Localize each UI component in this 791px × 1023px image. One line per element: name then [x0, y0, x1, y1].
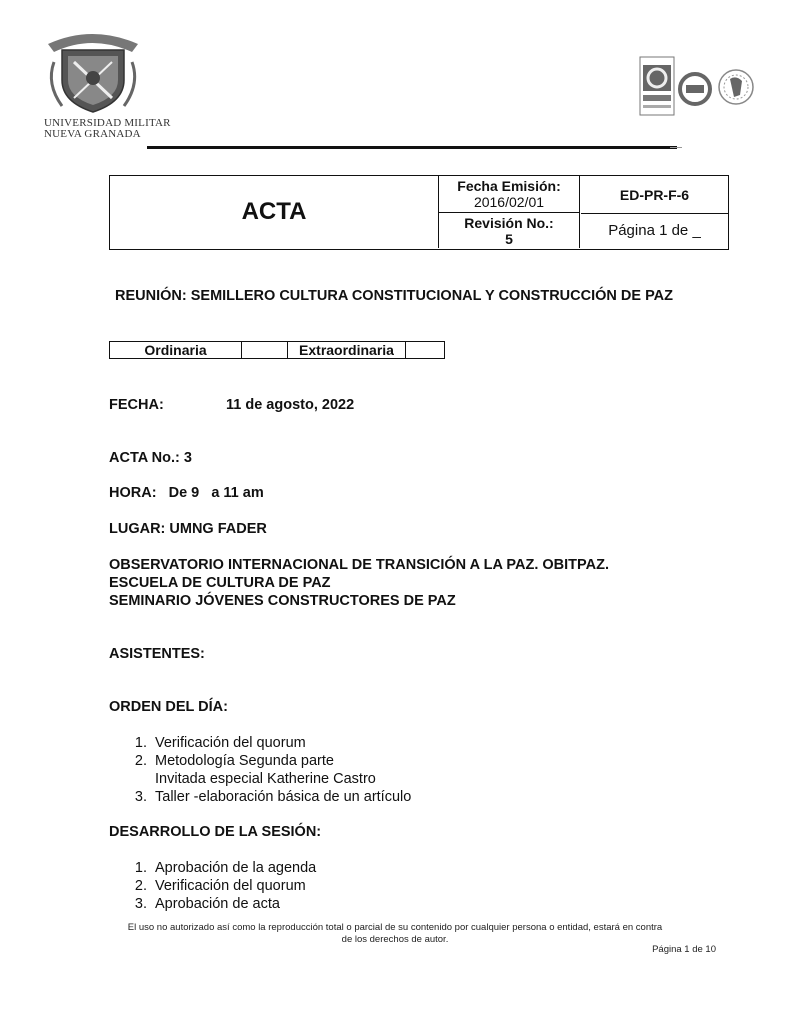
university-name: UNIVERSIDAD MILITAR NUEVA GRANADA	[44, 117, 171, 140]
meeting-title: REUNIÓN: SEMILLERO CULTURA CONSTITUCIONAL Y CONSTRUCCIÓN DE PAZ	[115, 288, 673, 304]
list-item: 3. Aprobación de acta	[134, 896, 280, 912]
hora: HORA: De 9 a 11 am	[109, 485, 264, 501]
document-header-table	[109, 175, 729, 250]
asistentes-label: ASISTENTES:	[109, 646, 205, 662]
list-item: 1. Verificación del quorum	[134, 735, 306, 751]
footer-page-number: Página 1 de 10	[652, 944, 716, 955]
ordinaria-label: Ordinaria	[110, 342, 242, 358]
iqnet-logo-icon	[680, 74, 710, 104]
revision-value: 5	[505, 231, 513, 247]
orden-del-dia-label: ORDEN DEL DÍA:	[109, 699, 228, 715]
document-code: ED-PR-F-6	[581, 176, 728, 214]
certification-logos	[638, 55, 758, 120]
ordinaria-checkbox	[242, 342, 288, 358]
header-rule	[147, 146, 677, 149]
list-item: Invitada especial Katherine Castro	[155, 771, 376, 787]
list-item: 2. Verificación del quorum	[134, 878, 306, 894]
header-rule-end	[670, 147, 682, 148]
organizations-block	[109, 556, 609, 610]
organization-line: SEMINARIO JÓVENES CONSTRUCTORES DE PAZ	[109, 593, 456, 609]
fecha-label: FECHA:	[109, 397, 164, 413]
fecha-emision-cell	[439, 176, 580, 213]
copyright-notice: El uso no autorizado así como la reproducción total o parcial de su contenido por cualquier persona o entidad, estará en contra de los derechos de autor.	[127, 922, 663, 945]
university-logo	[40, 22, 171, 147]
orden-del-dia-list	[125, 734, 411, 806]
list-item: 3. Taller -elaboración básica de un artículo	[134, 789, 412, 805]
extraordinaria-checkbox	[406, 342, 444, 358]
shield-crest-icon	[40, 22, 145, 117]
icontec-logo-icon	[640, 57, 674, 115]
lugar: LUGAR: UMNG FADER	[109, 521, 267, 537]
list-item: 2. Metodología Segunda parte	[134, 753, 334, 769]
revision-label: Revisión No.:	[464, 215, 554, 231]
extraordinaria-label: Extraordinaria	[288, 342, 406, 358]
revision-cell	[439, 213, 580, 248]
organization-line: OBSERVATORIO INTERNACIONAL DE TRANSICIÓN A LA PAZ. OBITPAZ.	[109, 557, 609, 573]
desarrollo-label: DESARROLLO DE LA SESIÓN:	[109, 824, 322, 840]
fecha-value: 11 de agosto, 2022	[226, 397, 355, 413]
organization-line: ESCUELA DE CULTURA DE PAZ	[109, 575, 331, 591]
list-item: 1. Aprobación de la agenda	[134, 860, 317, 876]
fecha-emision-value: 2016/02/01	[473, 194, 545, 210]
acreditacion-logo-icon	[719, 70, 753, 104]
desarrollo-list	[125, 859, 316, 913]
acta-number: ACTA No.: 3	[109, 450, 192, 466]
header-page-number: Página 1 de _	[608, 222, 701, 239]
fecha-emision-label: Fecha Emisión:	[457, 178, 561, 194]
document-title: ACTA	[110, 176, 439, 248]
meeting-type-table	[109, 341, 445, 359]
